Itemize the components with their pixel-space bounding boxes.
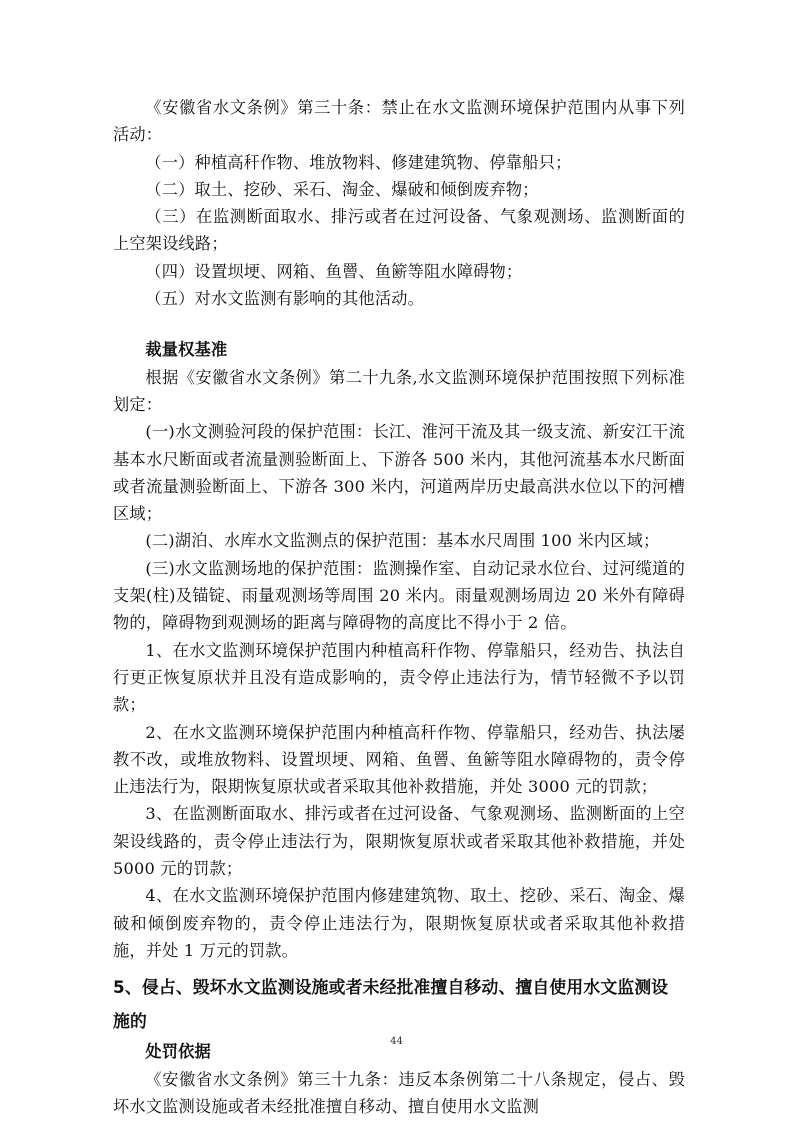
protection-range-item: (一)水文测验河段的保护范围：长江、淮河干流及其一级支流、新安江干流基本水尺断面或者流量测验断面上、下游各 500 米内，其他河流基本水尺断面或者流量测验断面上、下游各 300 米内，河道两岸历史最高洪水位以下的河槽区域； [113,422,685,524]
penalty-item: 3、在监测断面取水、排污或者在过河设备、气象观测场、监测断面的上空架设线路的，责令停止违法行为，限期恢复原状或者采取其他补救措施，并处 5000 元的罚款； [113,804,685,879]
protection-range-item: (二)湖泊、水库水文监测点的保护范围：基本水尺周围 100 米内区域； [145,531,660,551]
article30-item: （五）对水文监测有影响的其他活动。 [145,289,424,309]
penalty-basis-text: 《安徽省水文条例》第三十九条：违反本条例第二十八条规定，侵占、毁坏水文监测设施或者未经批准擅自移动、擅自使用水文监测 [113,1069,685,1116]
section-spacer [113,312,685,336]
article30-item: （四）设置坝埂、网箱、鱼罾、鱼簖等阻水障碍物； [145,261,523,281]
discretion-intro: 根据《安徽省水文条例》第二十九条,水文监测环境保护范围按照下列标准划定： [113,367,685,414]
penalty-item: 1、在水文监测环境保护范围内种植高秆作物、停靠船只，经劝告、执法自行更正恢复原状并且没有造成影响的，责令停止违法行为，情节轻微不予以罚款； [113,640,685,715]
section5-heading: 5、侵占、毁坏水文监测设施或者未经批准擅自移动、擅自使用水文监测设施的 [113,977,669,1032]
penalty-item: 4、在水文监测环境保护范围内修建建筑物、取土、挖砂、采石、淘金、爆破和倾倒废弃物的，责令停止违法行为，限期恢复原状或者采取其他补救措施，并处 1 万元的罚款。 [113,886,685,960]
penalty-item: 2、在水文监测环境保护范围内种植高秆作物、停靠船只，经劝告、执法屡教不改，或堆放物料、设置坝埂、网箱、鱼罾、鱼簖等阻水障碍物的，责令停止违法行为，限期恢复原状或者采取其他补救措施，并处 3000 元的罚款； [113,722,685,797]
article30-item: （一）种植高秆作物、堆放物料、修建建筑物、停靠船只； [145,152,572,172]
article30-item: （二）取土、挖砂、采石、淘金、爆破和倾倒废弃物； [145,179,539,199]
article30-intro: 《安徽省水文条例》第三十条：禁止在水文监测环境保护范围内从事下列活动： [113,98,685,145]
penalty-basis-heading: 处罚依据 [145,1042,211,1062]
article30-item: （三）在监测断面取水、排污或者在过河设备、气象观测场、监测断面的上空架设线路； [113,207,685,254]
page-body [113,94,685,1120]
protection-range-item: (三)水文监测场地的保护范围：监测操作室、自动记录水位台、过河缆道的支架(柱)及锚锭、雨量观测场等周围 20 米内。雨量观测场周边 20 米外有障碍物的，障碍物到观测场的距离与障碍物的高度比不得小于 2 倍。 [113,558,685,633]
discretion-heading: 裁量权基准 [145,340,228,360]
page-number: 44 [390,1036,403,1047]
